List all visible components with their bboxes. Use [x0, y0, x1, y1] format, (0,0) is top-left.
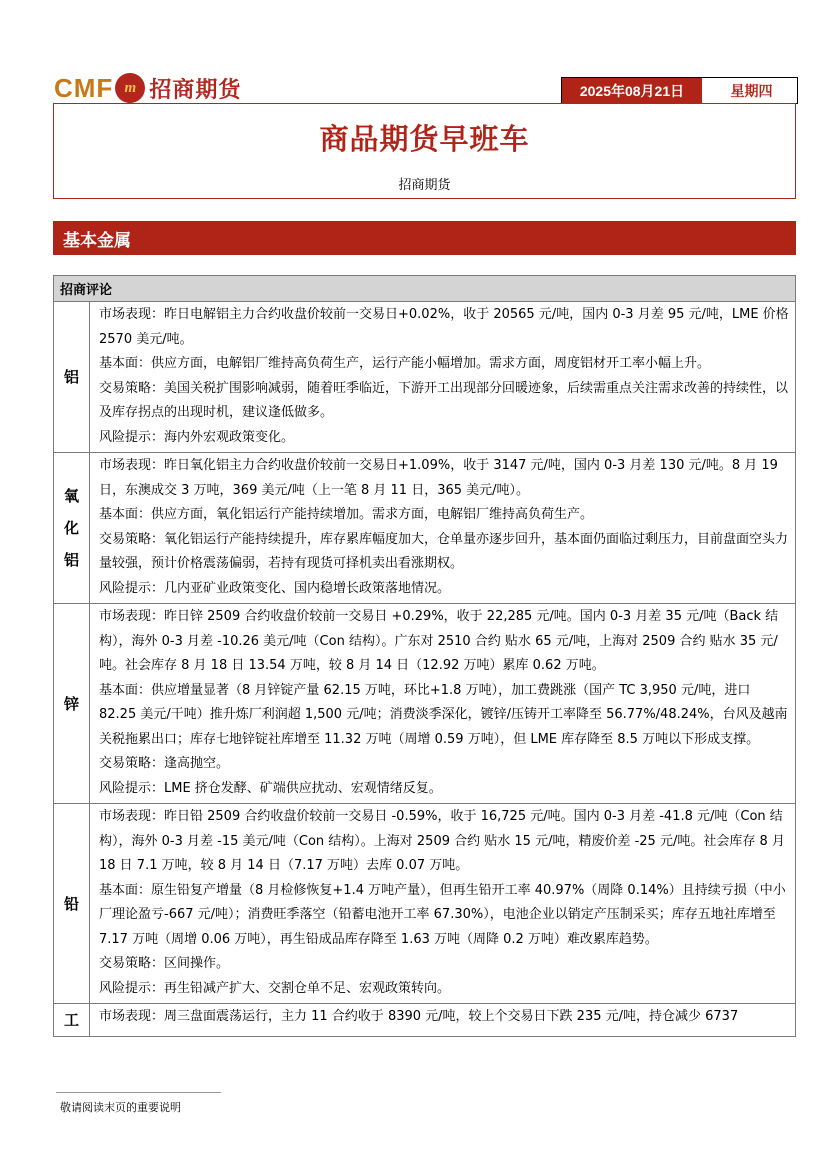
row-label-char: 氧化铝: [63, 487, 79, 569]
date-box: [561, 77, 798, 104]
table-row-alumina: [54, 453, 796, 604]
table-row-zinc: [54, 604, 796, 804]
row-label: 工: [54, 1004, 90, 1037]
row-content: [90, 302, 796, 453]
logo-cmf-text: CMF: [54, 72, 114, 103]
row-content: [90, 1004, 796, 1037]
text-line: 市场表现：昨日铅 2509 合约收盘价较前一交易日 -0.59%，收于 16,725 元/吨。国内 0-3 月差 -41.8 元/吨（Con 结构），海外 0-3 月差 -15 美元/吨（Con 结构）。上海对 2509 合约 贴水 15 元/吨，精废价差 -25 元/吨。社会库存 8 月 18 日 7.1 万吨，较 8 月 14 日（7.17 万吨）去库 0.07 万吨。: [99, 809, 785, 873]
page-title: 商品期货早班车: [319, 122, 530, 156]
text-line: 交易策略：氧化铝运行产能持续提升，库存累库幅度加大，仓单量亦逐步回升，基本面仍面临过剩压力，目前盘面空头力量较强，预计价格震荡偏弱，若持有现货可择机卖出看涨期权。: [99, 531, 789, 571]
report-date: 2025年08月21日: [562, 78, 706, 103]
row-label: 铝: [54, 302, 90, 453]
commentary-table: [53, 275, 796, 1037]
page-subtitle: 招商期货: [398, 178, 451, 193]
text-line: 基本面：供应方面，氧化铝运行产能持续增加。需求方面，电解铝厂维持高负荷生产。: [99, 507, 594, 522]
text-line: 市场表现：昨日电解铝主力合约收盘价较前一交易日+0.02%，收于 20565 元/吨，国内 0-3 月差 95 元/吨，LME 价格 2570 美元/吨。: [99, 307, 789, 347]
section-header: 基本金属: [53, 221, 796, 255]
text-line: 风险提示：海内外宏观政策变化。: [99, 429, 295, 445]
text-line: 风险提示：LME 挤仓发酵、矿端供应扰动、宏观情绪反复。: [99, 780, 442, 796]
table-row-aluminium: [54, 302, 796, 453]
report-weekday: 星期四: [730, 83, 773, 100]
logo-emblem-icon: m: [115, 73, 145, 103]
text-line: 风险提示：再生铅减产扩大、交割仓单不足、宏观政策转向。: [99, 980, 451, 996]
company-logo: [54, 70, 241, 106]
title-box: [53, 103, 796, 199]
text-line: 交易策略：逢高抛空。: [99, 756, 230, 771]
text-line: 市场表现：周三盘面震荡运行，主力 11 合约收于 8390 元/吨，较上个交易日下跌 235 元/吨，持仓减少 6737: [99, 1009, 739, 1024]
row-label: [54, 453, 90, 604]
text-line: 市场表现：昨日氧化铝主力合约收盘价较前一交易日+1.09%，收于 3147 元/吨，国内 0-3 月差 130 元/吨。8 月 19 日，东澳成交 3 万吨，369 美元/吨（上一笔 8 月 11 日，365 美元/吨）。: [99, 458, 778, 498]
row-label: 铅: [54, 804, 90, 1004]
row-content: [90, 453, 796, 604]
text-line: 基本面：原生铅复产增量（8 月检修恢复+1.4 万吨产量），但再生铅开工率 40.97%（周降 0.14%）且持续亏损（中小厂理论盈亏-667 元/吨）；消费旺季落空（铅蓄电池开工率 67.30%），电池企业以销定产压制采买；库存五地社库增至 7.17 万吨（周增 0.06 万吨），再生铅成品库存降至 1.63 万吨（周降 0.2 万吨）难改累库趋势。: [99, 882, 786, 947]
row-label: 锌: [54, 604, 90, 804]
footer-divider: [56, 1092, 221, 1093]
footer-disclaimer: 敬请阅读末页的重要说明: [60, 1101, 181, 1114]
text-line: 基本面：供应方面，电解铝厂维持高负荷生产，运行产能小幅增加。需求方面，周度铝材开工率小幅上升。: [99, 356, 711, 371]
logo-company-name: 招商期货: [149, 77, 242, 103]
table-header: 招商评论: [54, 276, 796, 302]
row-content: [90, 804, 796, 1004]
table-row-lead: [54, 804, 796, 1004]
text-line: 交易策略：区间操作。: [99, 956, 230, 971]
text-line: 市场表现：昨日锌 2509 合约收盘价较前一交易日 +0.29%，收于 22,285 元/吨。国内 0-3 月差 35 元/吨（Back 结构），海外 0-3 月差 -10.26 美元/吨（Con 结构）。广东对 2510 合约 贴水 65 元/吨，上海对 2509 合约 贴水 35 元/吨。社会库存 8 月 18 日 13.54 万吨，较 8 月 14 日（12.92 万吨）累库 0.62 万吨。: [99, 609, 779, 673]
text-line: 交易策略：美国关税扩围影响减弱，随着旺季临近，下游开工出现部分回暖迹象，后续需重点关注需求改善的持续性，以及库存拐点的出现时机，建议逢低做多。: [99, 380, 789, 420]
table-header-row: [54, 276, 796, 302]
row-content: [90, 604, 796, 804]
table-row-silicon: [54, 1004, 796, 1037]
text-line: 风险提示：几内亚矿业政策变化、国内稳增长政策落地情况。: [99, 580, 451, 596]
text-line: 基本面：供应增量显著（8 月锌锭产量 62.15 万吨，环比+1.8 万吨），加工费跳涨（国产 TC 3,950 元/吨，进口 82.25 美元/干吨）推升炼厂利润超 1,500 元/吨；消费淡季深化，镀锌/压铸开工率降至 56.77%/48.24%，台风及越南关税拖累出口；库存七地锌锭社库增至 11.32 万吨（周增 0.59 万吨），但 LME 库存降至 8.5 万吨以下形成支撑。: [99, 682, 788, 747]
